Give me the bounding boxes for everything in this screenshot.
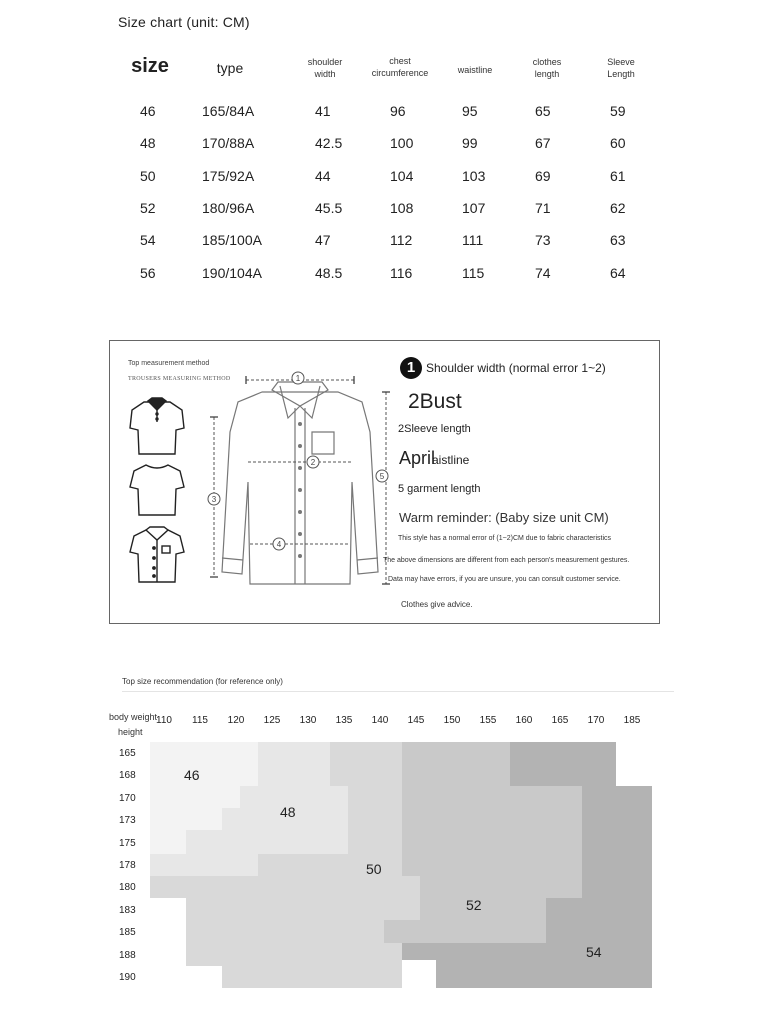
cell-waistline: 103 <box>462 167 486 184</box>
cell-size: 50 <box>140 167 156 184</box>
legend-shoulder-width: Shoulder width (normal error 1~2) <box>426 361 606 375</box>
cell-size: 54 <box>140 232 156 249</box>
header-chest-line2: circumference <box>371 68 429 78</box>
weight-tick: 130 <box>299 715 317 726</box>
zone-label-48: 48 <box>280 804 296 820</box>
header-sleeve-line2: Length <box>607 69 635 79</box>
cell-shoulder-width: 41 <box>315 103 331 119</box>
cell-shoulder-width: 48.5 <box>315 264 343 281</box>
weight-tick: 155 <box>479 715 497 726</box>
weight-tick: 165 <box>551 715 569 726</box>
shoulder-width-number-badge: 1 <box>400 357 422 379</box>
marker-number-1: 1 <box>295 374 301 383</box>
cell-clothes-length: 69 <box>535 167 551 184</box>
cell-chest: 100 <box>390 135 414 152</box>
marker-number-5: 5 <box>379 472 385 481</box>
cell-chest: 108 <box>390 199 414 216</box>
cell-type: 190/104A <box>202 264 262 281</box>
cell-clothes-length: 71 <box>535 199 551 216</box>
weight-tick: 135 <box>335 715 353 726</box>
zone-label-46: 46 <box>184 767 200 783</box>
cell-size: 52 <box>140 199 156 216</box>
header-size: size <box>131 55 169 77</box>
recommendation-title: Top size recommendation (for reference only) <box>122 677 283 686</box>
size-chart-title: Size chart (unit: CM) <box>118 14 250 30</box>
cell-waistline: 99 <box>462 135 478 152</box>
weight-tick: 160 <box>515 715 533 726</box>
legend-garment-length: 5 garment length <box>398 483 481 495</box>
height-tick: 178 <box>119 860 136 871</box>
body-weight-label: body weight <box>109 712 158 722</box>
weight-tick: 110 <box>156 715 172 726</box>
header-sleeve-line1: Sleeve <box>607 57 635 67</box>
marker-number-3: 3 <box>211 495 217 504</box>
header-type: type <box>216 60 244 76</box>
height-tick: 165 <box>119 748 136 759</box>
cell-type: 175/92A <box>202 167 255 184</box>
legend-sleeve-length: 2Sleeve length <box>398 423 471 435</box>
height-tick: 180 <box>119 882 136 894</box>
warm-reminder: Warm reminder: (Baby size unit CM) <box>399 510 609 525</box>
cell-sleeve-length: 64 <box>610 264 626 281</box>
cell-shoulder-width: 45.5 <box>315 199 343 216</box>
height-tick: 190 <box>119 972 136 983</box>
note-clothes-advice: Clothes give advice. <box>401 600 473 609</box>
zone-label-52: 52 <box>466 897 482 913</box>
height-tick: 170 <box>119 792 136 804</box>
cell-waistline: 107 <box>462 199 486 216</box>
cell-type: 185/100A <box>202 232 262 249</box>
header-shoulder-line2: width <box>314 69 336 79</box>
header-clothes-line2: length <box>534 69 560 79</box>
note-contact-service: Data may have errors, if you are unsure, you can consult customer service. <box>388 576 621 583</box>
height-tick: 185 <box>119 927 136 939</box>
zone-label-50: 50 <box>366 861 382 877</box>
marker-number-4: 4 <box>276 540 282 549</box>
weight-tick: 115 <box>192 715 208 726</box>
header-clothes-line1: clothes <box>532 57 562 67</box>
weight-tick: 145 <box>407 715 425 726</box>
cell-size: 48 <box>140 135 156 152</box>
weight-tick: 125 <box>263 715 281 726</box>
zone-label-54: 54 <box>586 944 602 960</box>
cell-shoulder-width: 47 <box>315 232 331 249</box>
header-chest-line1: chest <box>389 56 411 66</box>
weight-tick: 140 <box>371 715 389 726</box>
cell-type: 165/84A <box>202 103 255 119</box>
height-tick: 173 <box>119 815 136 827</box>
cell-type: 170/88A <box>202 135 255 152</box>
cell-size: 56 <box>140 264 156 281</box>
note-measurement-gestures: The above dimensions are different from each person's measurement gestures. <box>383 557 630 564</box>
legend-waistline: aistline <box>432 453 470 467</box>
cell-sleeve-length: 61 <box>610 167 626 184</box>
cell-sleeve-length: 59 <box>610 103 626 119</box>
legend-waistline-prefix: April <box>399 448 436 468</box>
header-waistline: waistline <box>457 65 493 75</box>
cell-shoulder-width: 42.5 <box>315 135 343 152</box>
note-fabric-error: This style has a normal error of (1~2)CM due to fabric characteristics <box>398 535 611 542</box>
legend-bust: 2Bust <box>408 390 462 413</box>
cell-sleeve-length: 63 <box>610 232 626 249</box>
weight-tick: 170 <box>587 715 605 726</box>
height-tick: 188 <box>119 949 136 961</box>
cell-chest: 96 <box>390 103 406 119</box>
marker-number-2: 2 <box>310 458 316 467</box>
height-tick: 175 <box>119 837 136 849</box>
cell-waistline: 95 <box>462 103 478 119</box>
cell-chest: 116 <box>390 264 413 281</box>
header-shoulder-line1: shoulder <box>307 57 343 67</box>
cell-clothes-length: 74 <box>535 264 551 281</box>
cell-shoulder-width: 44 <box>315 167 331 184</box>
cell-waistline: 115 <box>462 264 485 281</box>
cell-size: 46 <box>140 103 156 119</box>
cell-chest: 112 <box>390 232 413 249</box>
method-subtitle: TROUSERS MEASURING METHOD <box>128 376 231 382</box>
cell-clothes-length: 67 <box>535 135 551 152</box>
height-tick: 168 <box>119 770 136 782</box>
height-label: height <box>118 727 143 737</box>
cell-sleeve-length: 62 <box>610 199 626 216</box>
cell-chest: 104 <box>390 167 414 184</box>
cell-type: 180/96A <box>202 199 255 216</box>
cell-clothes-length: 65 <box>535 103 551 119</box>
cell-sleeve-length: 60 <box>610 135 626 152</box>
method-title: Top measurement method <box>128 360 210 367</box>
weight-tick: 150 <box>443 715 461 726</box>
cell-waistline: 111 <box>462 232 484 249</box>
cell-clothes-length: 73 <box>535 232 551 249</box>
weight-tick: 185 <box>623 715 641 726</box>
height-tick: 183 <box>119 904 136 916</box>
weight-tick: 120 <box>227 715 245 726</box>
